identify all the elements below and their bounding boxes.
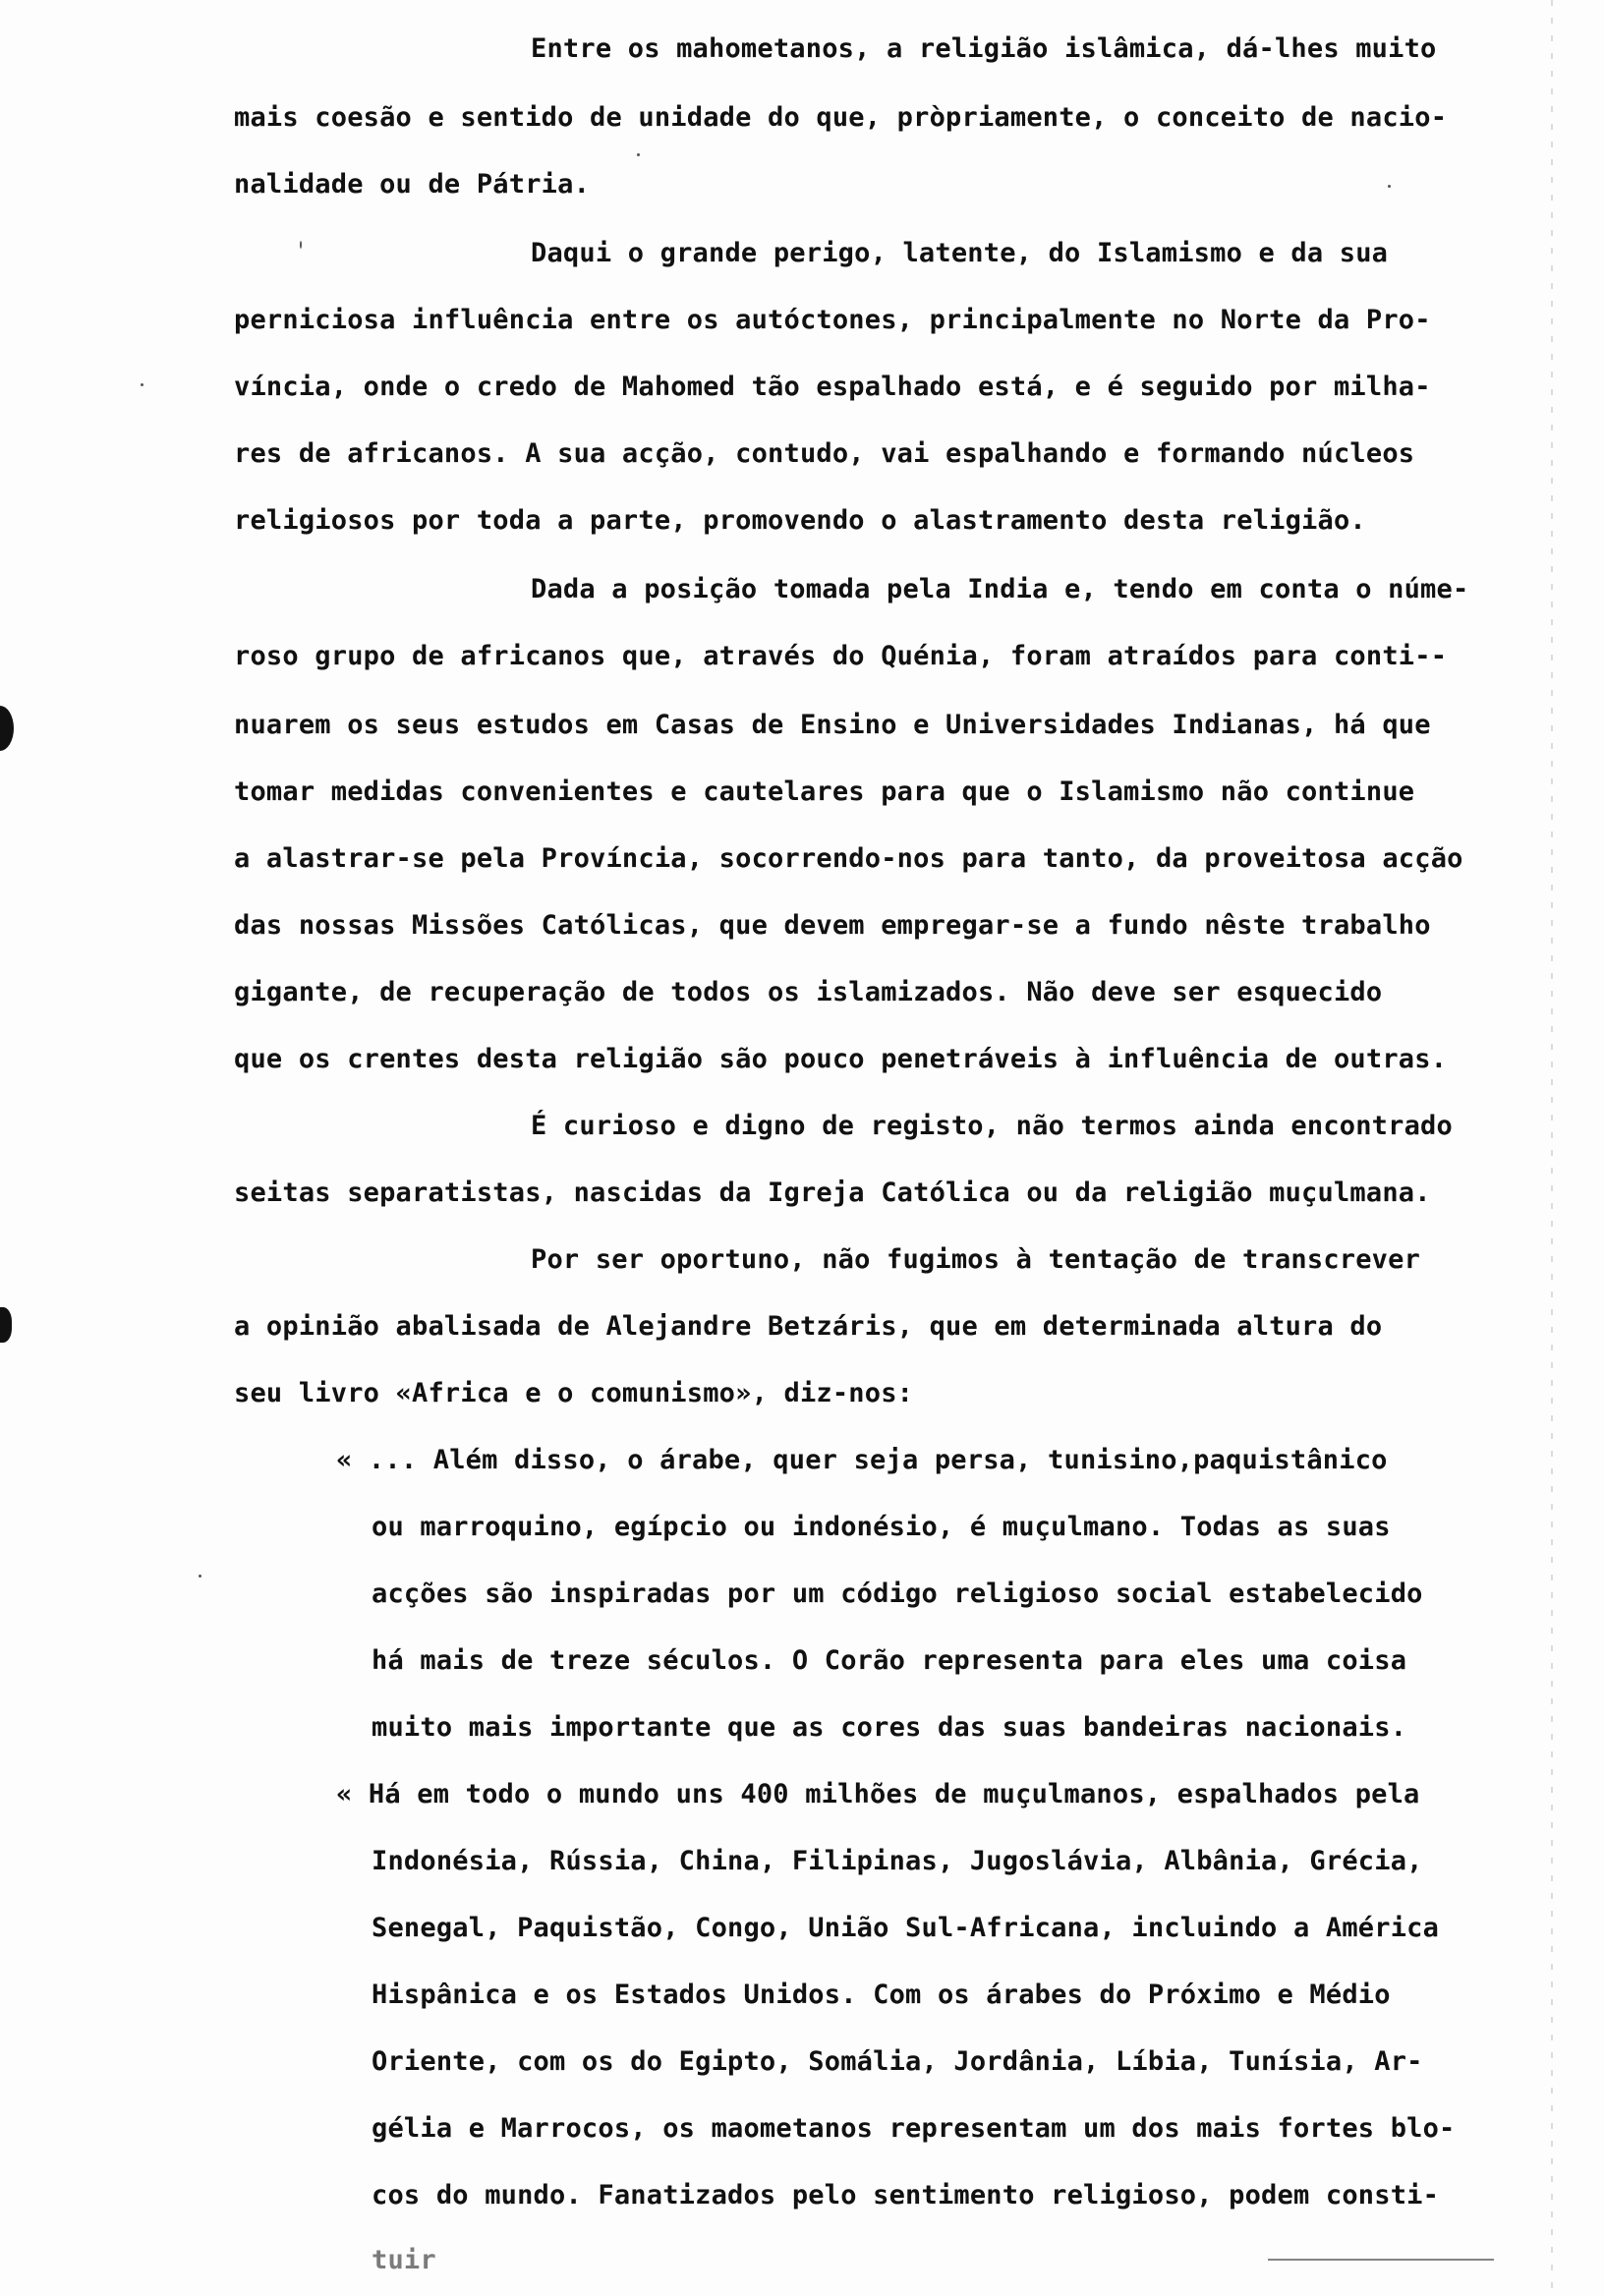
text-line-5: perniciosa influência entre os autóctones, principalmente no Norte da Pro-	[234, 305, 1431, 335]
quote-line-6: « Há em todo o mundo uns 400 milhões de muçulmanos, espalhados pela	[336, 1779, 1420, 1809]
binder-hole-mark	[0, 706, 14, 751]
quote-line-11: gélia e Marrocos, os maometanos representam um dos mais fortes blo-	[372, 2113, 1456, 2144]
text-line-8: religiosos por toda a parte, promovendo o alastramento desta religião.	[234, 505, 1366, 536]
scan-speck	[141, 383, 143, 386]
quote-line-3: acções são inspiradas por um código religioso social estabelecido	[372, 1578, 1423, 1609]
text-line-16: que os crentes desta religião são pouco penetráveis à influência de outras.	[234, 1044, 1448, 1074]
text-line-12: tomar medidas convenientes e cautelares para que o Islamismo não continue	[234, 776, 1415, 807]
text-line-21: seu livro «Africa e o comunismo», diz-nos:	[234, 1378, 914, 1408]
text-line-2: mais coesão e sentido de unidade do que, pròpriamente, o conceito de nacio-	[234, 102, 1448, 133]
quote-line-12: cos do mundo. Fanatizados pelo sentimento religioso, podem consti-	[372, 2180, 1440, 2210]
margin-rule	[1551, 0, 1553, 2296]
text-line-19: Por ser oportuno, não fugimos à tentação de transcrever	[531, 1244, 1421, 1275]
scan-speck	[300, 241, 302, 249]
quote-line-5: muito mais importante que as cores das suas bandeiras nacionais.	[372, 1712, 1407, 1743]
text-line-18: seitas separatistas, nascidas da Igreja Católica ou da religião muçulmana.	[234, 1177, 1431, 1208]
text-line-20: a opinião abalisada de Alejandre Betzáris, que em determinada altura do	[234, 1311, 1383, 1342]
text-line-3: nalidade ou de Pátria.	[234, 169, 591, 200]
text-line-15: gigante, de recuperação de todos os islamizados. Não deve ser esquecido	[234, 977, 1383, 1007]
scan-speck	[199, 1575, 201, 1578]
quote-line-10: Oriente, com os do Egipto, Somália, Jordânia, Líbia, Tunísia, Ar-	[372, 2046, 1423, 2077]
text-line-11: nuarem os seus estudos em Casas de Ensino e Universidades Indianas, há que	[234, 710, 1431, 740]
quote-line-4: há mais de treze séculos. O Corão representa para eles uma coisa	[372, 1645, 1407, 1676]
quote-line-1: « ... Além disso, o árabe, quer seja persa, tunisino,paquistânico	[336, 1445, 1388, 1475]
text-line-1: Entre os mahometanos, a religião islâmica, dá-lhes muito	[531, 33, 1437, 64]
binder-hole-mark	[0, 1307, 12, 1343]
text-line-17: É curioso e digno de registo, não termos ainda encontrado	[531, 1111, 1453, 1141]
text-line-7: res de africanos. A sua acção, contudo, vai espalhando e formando núcleos	[234, 438, 1415, 469]
text-line-14: das nossas Missões Católicas, que devem empregar-se a fundo nêste trabalho	[234, 910, 1431, 941]
text-line-10: roso grupo de africanos que, através do Quénia, foram atraídos para conti--	[234, 641, 1448, 671]
quote-line-9: Hispânica e os Estados Unidos. Com os árabes do Próximo e Médio	[372, 1980, 1391, 2010]
bottom-strike-mark	[1268, 2259, 1494, 2261]
text-line-4: Daqui o grande perigo, latente, do Islamismo e da sua	[531, 238, 1389, 268]
text-line-9: Dada a posição tomada pela India e, tendo em conta o núme-	[531, 574, 1469, 604]
quote-line-2: ou marroquino, egípcio ou indonésio, é muçulmano. Todas as suas	[372, 1512, 1391, 1542]
text-line-13: a alastrar-se pela Província, socorrendo-nos para tanto, da proveitosa acção	[234, 843, 1463, 874]
quote-line-13-partial: tuir	[372, 2245, 436, 2275]
scan-speck	[637, 153, 640, 156]
quote-line-7: Indonésia, Rússia, China, Filipinas, Jugoslávia, Albânia, Grécia,	[372, 1846, 1423, 1876]
quote-line-8: Senegal, Paquistão, Congo, União Sul-Africana, incluindo a América	[372, 1913, 1440, 1943]
text-line-6: víncia, onde o credo de Mahomed tão espalhado está, e é seguido por milha-	[234, 372, 1431, 402]
scan-speck	[1388, 185, 1391, 188]
